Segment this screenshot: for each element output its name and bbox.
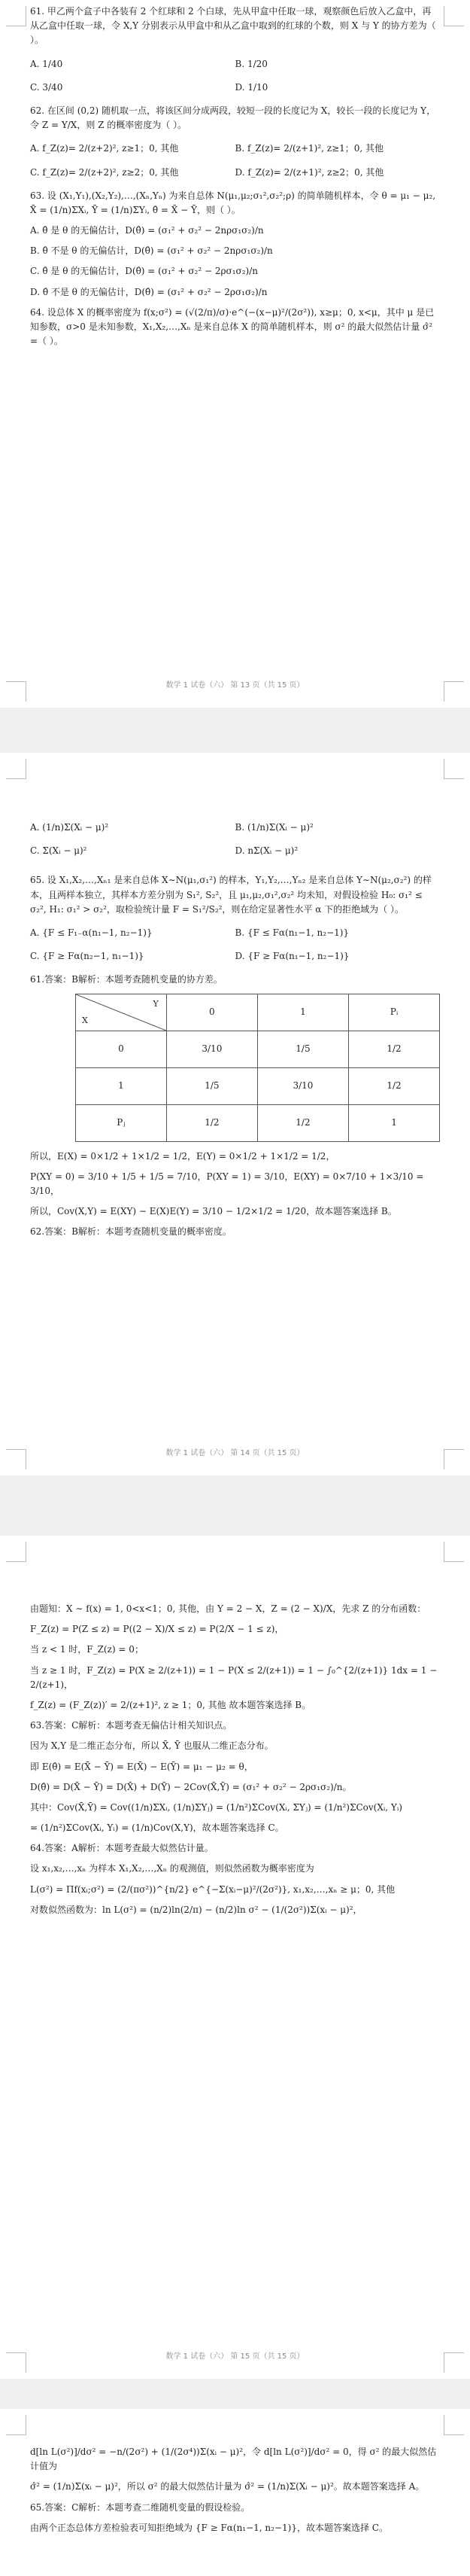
solution-line: D(θ̂) = D(X̄ − Ȳ) = D(X̄) + D(Ȳ) − 2Cov(X̄,Ȳ) = (σ₁² + σ₂² − 2ρσ₁σ₂)/n。 (30, 1781, 352, 1792)
crop-mark (444, 759, 464, 779)
option-c: C. f_Z(z)= 2/(z+2)², z≥2；0, 其他 (30, 166, 179, 178)
solution-line: 由题知：X ∼ f(x) = 1, 0<x<1；0, 其他，由 Y = 2 − X，Z = (2 − X)/X，先求 Z 的分布函数： (30, 1603, 426, 1614)
question-64: 64. 设总体 X 的概率密度为 f(x;σ²) = (√(2/π)/σ)·e^(−(x−μ)²/(2σ²)), x≥μ；0, x<μ，其中 μ 是已知参数，σ>0 是未知参数，X₁,X₂,…,Xₙ 是来自总体 X 的简单随机样本，则 σ² 的最大似然估计量 σ̂² =（ ）。 (30, 306, 435, 347)
crop-mark (6, 759, 26, 779)
option-a: A. f_Z(z)= 2/(z+2)², z≥1；0, 其他 (30, 143, 179, 154)
answer-65-heading: 65.答案：C解析：本题考查二维随机变量的假设检验。 (30, 2501, 250, 2513)
table-cell: 1 (349, 1104, 440, 1141)
row-label: Pⱼ (76, 1104, 167, 1141)
page-footer: 数学 1 试卷（六） 第 15 页（共 15 页） (165, 2352, 305, 2361)
table-cell: 3/10 (166, 1031, 257, 1067)
solution-line: F_Z(z) = P(Z ≤ z) = P((2 − X)/X ≤ z) = P(2/X − 1 ≤ z)， (30, 1624, 284, 1635)
solution-line: 因为 X,Y 是二维正态分布，所以 X̄, Ȳ 也服从二维正态分布。 (30, 1740, 274, 1752)
solution-line: 设 x₁,x₂,…,xₙ 为样本 X₁,X₂,…,Xₙ 的观测值，则似然函数为概率密度为 (30, 1863, 314, 1874)
table-cell: 1/2 (349, 1031, 440, 1067)
crop-mark (6, 6, 26, 26)
corner-x-label: X (82, 1015, 88, 1025)
option-b: B. (1/n)Σ(Xᵢ − μ)² (235, 822, 314, 833)
solution-line: f_Z(z) = (F_Z(z))′ = 2/(z+1)², z ≥ 1；0, 其他 故本题答案选择 B。 (30, 1699, 311, 1710)
table-row (76, 1104, 440, 1141)
corner-y-label: Y (153, 998, 159, 1009)
solution-line: 即 E(θ̂) = E(X̄ − Ȳ) = E(X̄) − E(Ȳ) = μ₁ − μ₂ = θ， (30, 1761, 253, 1772)
table-cell: 1/5 (257, 1031, 348, 1067)
solution-line: 当 z < 1 时，F_Z(z) = 0； (30, 1644, 144, 1655)
question-65: 65. 设 X₁,X₂,…,Xₙ₁ 是来自总体 X∼N(μ₁,σ₁²) 的样本，Y₁,Y₂,…,Yₙ₂ 是来自总体 Y∼N(μ₂,σ₂²) 的样本，且两样本独立，其样本方差分别为 S₁², S₂²，且 μ₁,μ₂,σ₁²,σ₂² 均未知，对假设检验 H₀: σ₁² ≤ σ₂², H₁: σ₁² > σ₂²，取检验统计量 F = S₁²/S₂²，则在给定显著性水平 α 下的拒绝域为（ ）。 (30, 875, 432, 915)
solution-line: 当 z ≥ 1 时，F_Z(z) = P(X ≥ 2/(z+1)) = 1 − P(X ≤ 2/(z+1)) = 1 − ∫₀^{2/(z+1)} 1dx = 1 − 2/(z+1)， (30, 1664, 438, 1690)
option-b: B. f_Z(z)= 2/(z+1)², z≥1；0, 其他 (235, 143, 384, 154)
option-c: C. Σ(Xᵢ − μ)² (30, 845, 87, 857)
page-13 (0, 0, 470, 708)
options-64 (30, 816, 440, 863)
column-header: 1 (257, 994, 348, 1031)
crop-mark (444, 1542, 464, 1562)
question-62: 62. 在区间 (0,2) 随机取一点，将该区间分成两段，较短一段的长度记为 X，较长一段的长度记为 Y，令 Z = Y/X，则 Z 的概率密度为（ ）。 (30, 105, 436, 131)
joint-distribution-table (75, 994, 440, 1142)
table-cell: 1/5 (166, 1067, 257, 1104)
page-footer: 数学 1 试卷（六） 第 14 页（共 15 页） (165, 1449, 305, 1457)
options-63 (30, 224, 440, 300)
option-a: A. (1/n)Σ(Xᵢ − μ)² (30, 822, 109, 833)
crop-mark (6, 1542, 26, 1562)
solution-line: d[ln L(σ²)]/dσ² = −n/(2σ²) + (1/(2σ⁴))Σ(xᵢ − μ)²，令 d[ln L(σ²)]/dσ² = 0，得 σ² 的最大似然估计值为 (30, 2447, 437, 2472)
page-14 (0, 753, 470, 1475)
solution-line: = (1/n²)ΣCov(Xᵢ, Yᵢ) = (1/n)Cov(X,Y)，故本题答案选择 C。 (30, 1822, 284, 1834)
answer-64-heading: 64.答案：A解析：本题考查最大似然估计量。 (30, 1843, 214, 1854)
table-cell: 3/10 (257, 1067, 348, 1104)
options-62 (30, 137, 440, 184)
table-cell: 1/2 (257, 1104, 348, 1141)
option-c: C. θ̂ 是 θ 的无偏估计，D(θ̂) = (σ₁² + σ₂² − 2ρσ₁σ₂)/n (30, 266, 258, 277)
option-c: C. {F ≥ Fα(n₂−1, n₁−1)} (30, 951, 144, 962)
table-row (76, 1067, 440, 1104)
answer-62-heading: 62.答案：B解析：本题考查随机变量的概率密度。 (30, 1226, 232, 1238)
table-cell: 1/2 (166, 1104, 257, 1141)
option-d: D. 1/10 (235, 81, 268, 93)
table-cell: 1/2 (349, 1067, 440, 1104)
question-63: 63. 设 (X₁,Y₁),(X₂,Y₂),…,(Xₙ,Yₙ) 为来自总体 N(μ₁,μ₂;σ₁²,σ₂²;ρ) 的简单随机样本，令 θ = μ₁ − μ₂, X̄ = (1/n)ΣXᵢ, Ȳ = (1/n)ΣYᵢ, θ̂ = X̄ − Ȳ，则（ ）。 (30, 190, 436, 215)
answer-63-heading: 63.答案：C解析：本题考查无偏估计相关知识点。 (30, 1720, 232, 1731)
solution-line: σ̂² = (1/n)Σ(xᵢ − μ)²，所以 σ² 的最大似然估计量为 σ̂² = (1/n)Σ(Xᵢ − μ)²。故本题答案选择 A。 (30, 2481, 425, 2492)
solution-line: 对数似然函数为：ln L(σ²) = (n/2)ln(2/π) − (n/2)ln σ² − (1/(2σ²))Σ(xᵢ − μ)²， (30, 1904, 362, 1915)
solution-line: 其中：Cov(X̄,Ȳ) = Cov((1/n)ΣXᵢ, (1/n)ΣYⱼ) = (1/n²)ΣCov(Xᵢ, ΣYⱼ) = (1/n²)ΣCov(Xᵢ, Yᵢ) (30, 1801, 402, 1813)
table-row (76, 1031, 440, 1067)
crop-mark (444, 2415, 464, 2435)
column-header: 0 (166, 994, 257, 1031)
option-d: D. nΣ(Xᵢ − μ)² (235, 845, 299, 857)
row-label: 1 (76, 1067, 167, 1104)
answer-61-line: 所以，E(X) = 0×1/2 + 1×1/2 = 1/2，E(Y) = 0×1/2 + 1×1/2 = 1/2， (30, 1150, 335, 1162)
option-b: B. {F ≤ Fα(n₁−1, n₂−1)} (235, 927, 350, 938)
page-footer: 数学 1 试卷（六） 第 13 页（共 15 页） (165, 681, 305, 690)
option-b: B. θ̂ 不是 θ 的无偏估计，D(θ̂) = (σ₁² + σ₂² − 2nρσ₁σ₂)/n (30, 245, 273, 257)
options-65 (30, 921, 440, 968)
answer-61-line: 所以，Cov(X,Y) = E(XY) − E(X)E(Y) = 3/10 − 1/2×1/2 = 1/20，故本题答案选择 B。 (30, 1206, 397, 1217)
page-15 (0, 1536, 470, 2379)
answer-61-line: P(XY = 0) = 3/10 + 1/5 + 1/5 = 7/10，P(XY = 1) = 3/10，E(XY) = 0×7/10 + 1×3/10 = 3/10， (30, 1171, 424, 1196)
row-label: 0 (76, 1031, 167, 1067)
column-header: Pᵢ (349, 994, 440, 1031)
options-61 (30, 53, 440, 99)
question-61: 61. 甲乙两个盒子中各装有 2 个红球和 2 个白球，先从甲盒中任取一球，观察颜色后放入乙盒中，再从乙盒中任取一球，令 X,Y 分别表示从甲盒中和从乙盒中取到的红球的个数，则 X 与 Y 的协方差为（ ）。 (30, 6, 436, 46)
answer-61-heading: 61.答案：B解析：本题考查随机变量的协方差。 (30, 974, 223, 985)
table-corner (76, 994, 167, 1031)
option-a: A. 1/40 (30, 58, 63, 69)
crop-mark (6, 2415, 26, 2435)
page-16 (0, 2409, 470, 2576)
option-a: A. {F ≤ F₁₋α(n₁−1, n₂−1)} (30, 927, 153, 938)
option-c: C. 3/40 (30, 81, 63, 93)
solution-line: L(σ²) = Πf(xᵢ;σ²) = (2/(πσ²))^{n/2} e^{−Σ(xᵢ−μ)²/(2σ²)}, x₁,x₂,…,xₙ ≥ μ；0, 其他 (30, 1883, 396, 1895)
crop-mark (444, 6, 464, 26)
option-d: D. {F ≥ Fα(n₁−1, n₂−1)} (235, 951, 350, 962)
solution-line: 由两个正态总体方差检验表可知拒绝域为 {F ≥ Fα(n₁−1, n₂−1)}，故本题答案选择 C。 (30, 2522, 388, 2533)
option-b: B. 1/20 (235, 58, 268, 69)
option-a: A. θ̂ 是 θ 的无偏估计，D(θ̂) = (σ₁² + σ₂² − 2nρσ₁σ₂)/n (30, 225, 264, 236)
option-d: D. f_Z(z)= 2/(z+1)², z≥2；0, 其他 (235, 166, 384, 178)
option-d: D. θ̂ 不是 θ 的无偏估计，D(θ̂) = (σ₁² + σ₂² − 2ρσ₁σ₂)/n (30, 286, 268, 297)
